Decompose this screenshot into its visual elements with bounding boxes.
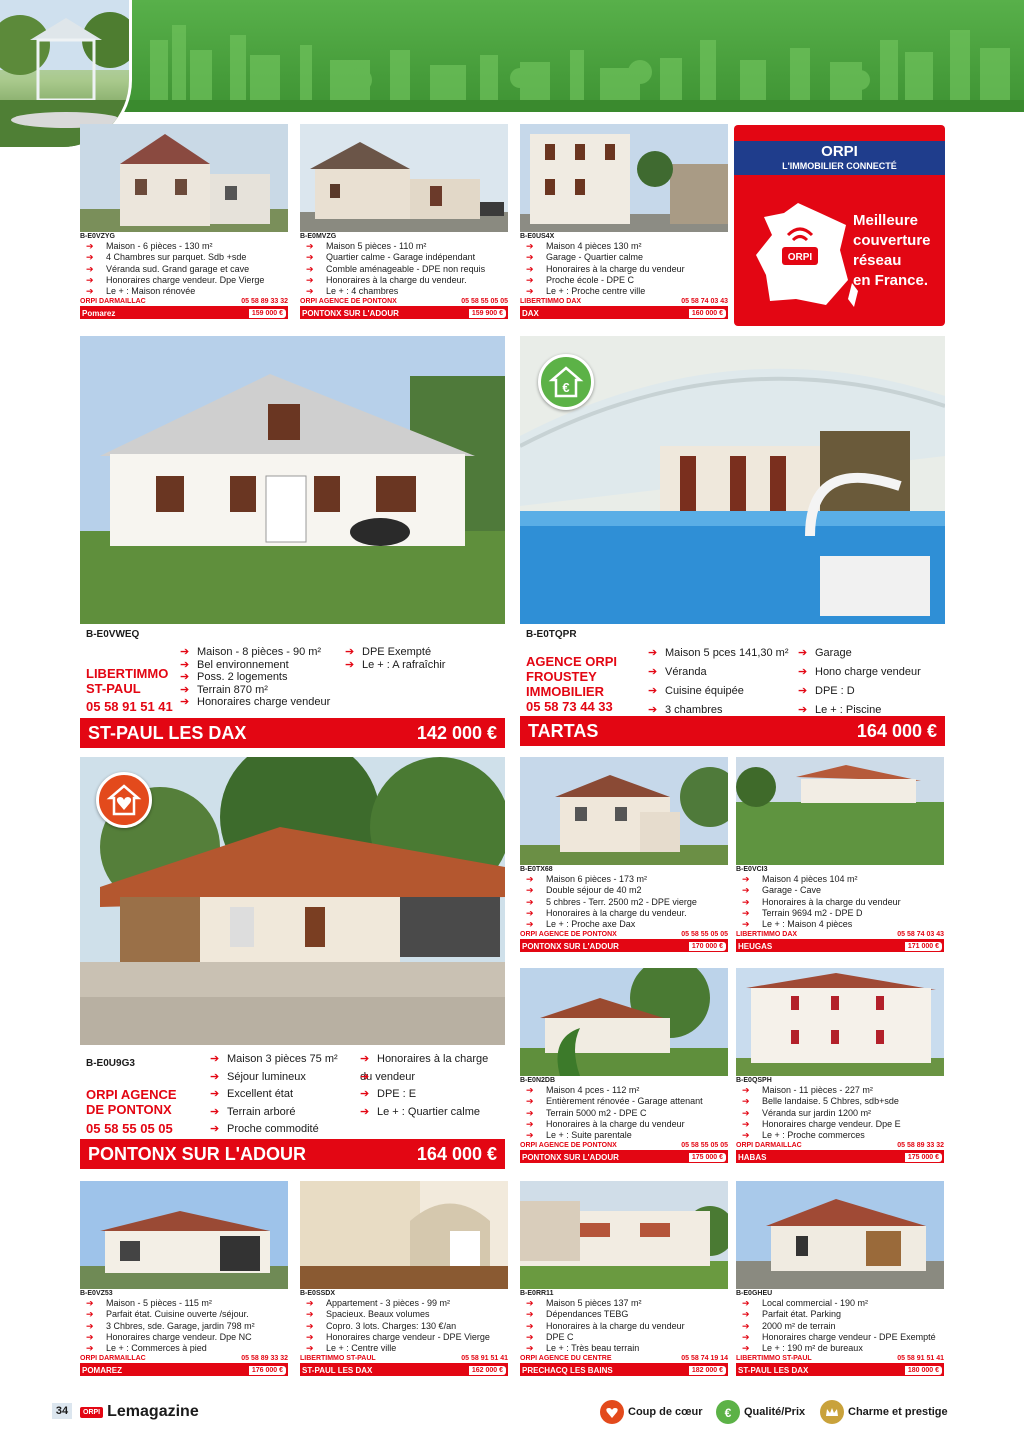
brand-name: ORPI: [821, 143, 858, 160]
agency-phone[interactable]: 05 58 91 51 41: [86, 699, 173, 714]
features-list: [648, 644, 789, 720]
town: ST-PAUL LES DAX: [88, 722, 247, 743]
listing-ref: B-E0GHEU: [736, 1290, 773, 1297]
feature: ➔ du vendeur: [360, 1069, 488, 1087]
features-list: [798, 644, 921, 720]
agency-line: [736, 1141, 944, 1151]
feature: ➔ Dépendances TEBG: [526, 1309, 728, 1320]
feature: ➔ Honoraires à la charge du vendeur.: [526, 908, 728, 919]
feature: ➔ Séjour lumineux: [210, 1069, 338, 1087]
feature: ➔ Le + : Proche axe Dax: [526, 919, 728, 930]
price: 175 000 €: [905, 1153, 942, 1162]
feature: ➔ Honoraires charge vendeur. Dpe Vierge: [86, 275, 288, 286]
town: DAX: [522, 308, 539, 318]
listing-card[interactable]: [736, 865, 944, 952]
feature: ➔ Spacieux. Beaux volumes: [306, 1309, 508, 1320]
features-list: [736, 874, 944, 930]
legend-favorite: [600, 1400, 703, 1424]
agency-line: [80, 297, 288, 307]
feature: ➔ Quartier calme - Garage indépendant: [306, 252, 508, 263]
listing-photo[interactable]: [80, 1181, 288, 1289]
feature: ➔ Garage: [798, 644, 921, 663]
feature: ➔ Le + : A rafraîchir: [345, 659, 445, 672]
feature: ➔ Hono charge vendeur: [798, 663, 921, 682]
agency-name: ORPI DARMAILLAC: [736, 1142, 802, 1150]
feature: ➔ Garage - Quartier calme: [526, 252, 728, 263]
france-map-icon: [748, 195, 858, 315]
price: 182 000 €: [689, 1366, 726, 1375]
feature: ➔ Maison - 8 pièces - 90 m²: [180, 646, 330, 659]
listing-photo[interactable]: [736, 1181, 944, 1289]
price: 159 000 €: [249, 309, 286, 318]
price: 171 000 €: [905, 942, 942, 951]
agency-name: LIBERTIMMO ST-PAUL: [300, 1355, 376, 1363]
feature: ➔ DPE : D: [798, 682, 921, 701]
feature: ➔ Bel environnement: [180, 659, 330, 672]
feature: ➔ Terrain 9694 m2 - DPE D: [742, 908, 944, 919]
agency-name: LIBERTIMMO ST-PAUL: [86, 666, 169, 696]
listing-card[interactable]: [300, 232, 508, 319]
magazine-title: Lemagazine: [107, 1403, 199, 1420]
town-price-bar: [736, 1364, 944, 1376]
feature: ➔ 2000 m² de terrain: [742, 1321, 944, 1332]
feature: ➔ Le + : Proche commerces: [742, 1130, 944, 1141]
feature: ➔ Terrain 5000 m2 - DPE C: [526, 1108, 728, 1119]
agency-phone[interactable]: 05 58 74 03 43: [681, 298, 728, 306]
town-price-bar: [300, 307, 508, 319]
town-price-bar: [80, 1364, 288, 1376]
feature: ➔ Honoraires à la charge du vendeur: [526, 1119, 728, 1130]
listing-photo[interactable]: [520, 757, 728, 865]
features-list: [520, 241, 728, 297]
town: ST-PAUL LES DAX: [738, 1365, 809, 1375]
feature: ➔ DPE C: [526, 1332, 728, 1343]
agency-name: ORPI DARMAILLAC: [80, 1355, 146, 1363]
legend-label: Coup de cœur: [628, 1406, 703, 1418]
listing-photo[interactable]: [736, 757, 944, 865]
town-skyline-graphic: [0, 0, 1024, 112]
listing-photo[interactable]: [520, 1181, 728, 1289]
agency-phone[interactable]: 05 58 74 19 14: [681, 1355, 728, 1363]
svg-text:€: €: [562, 380, 570, 395]
magazine-logo: [80, 1403, 199, 1421]
page-number: 34: [52, 1403, 72, 1419]
map-logo: ORPI: [787, 252, 813, 263]
town-price-bar: [80, 307, 288, 319]
feature: ➔ Maison 3 pièces 75 m²: [210, 1051, 338, 1069]
town: HABAS: [738, 1152, 767, 1162]
price: 142 000 €: [416, 722, 497, 743]
town-price-bar: [520, 307, 728, 319]
listing-card[interactable]: [520, 1076, 728, 1163]
feature: ➔ Le + : Proche centre ville: [526, 286, 728, 297]
agency-line: [520, 1354, 728, 1364]
price: 164 000 €: [416, 1143, 497, 1164]
feature: ➔ Honoraires à la charge: [360, 1051, 488, 1069]
price: 176 000 €: [249, 1366, 286, 1375]
feature: ➔ Terrain arboré: [210, 1104, 338, 1122]
feature: ➔ Le + : Très beau terrain: [526, 1343, 728, 1354]
feature: ➔ Honoraires à la charge du vendeur: [526, 264, 728, 275]
town: PONTONX SUR L'ADOUR: [522, 941, 619, 951]
listing-card[interactable]: [736, 1289, 944, 1376]
feature: ➔ Maison 5 pces 141,30 m²: [648, 644, 789, 663]
listing-card[interactable]: [520, 1289, 728, 1376]
feature: ➔ Belle landaise. 5 Chbres, sdb+sde: [742, 1096, 944, 1107]
agency-line: [736, 1354, 944, 1364]
agency-line: [80, 1354, 288, 1364]
feature: ➔ 3 Chbres, sde. Garage, jardin 798 m²: [86, 1321, 288, 1332]
agency-phone[interactable]: 05 58 89 33 32: [241, 1355, 288, 1363]
svg-text:€: €: [724, 1406, 732, 1420]
features-list: [80, 1298, 288, 1354]
legend-quality-price: [716, 1400, 805, 1424]
feature: ➔ Honoraires charge vendeur - DPE Vierge: [306, 1332, 508, 1343]
agency-phone[interactable]: 05 58 74 03 43: [897, 931, 944, 939]
feature: ➔ Le + : Maison 4 pièces: [742, 919, 944, 930]
feature: ➔ Local commercial - 190 m²: [742, 1298, 944, 1309]
features-list: [180, 646, 330, 709]
header-banner: [0, 0, 1024, 112]
features-list: [520, 1085, 728, 1141]
favorite-badge-icon: [96, 772, 152, 828]
feature: ➔ Maison 4 pièces 104 m²: [742, 874, 944, 885]
feature: ➔ Proche école - DPE C: [526, 275, 728, 286]
town-price-bar: [520, 1151, 728, 1163]
feature: ➔ Honoraires à la charge du vendeur: [526, 1321, 728, 1332]
featured-listing-card[interactable]: [80, 1045, 505, 1169]
feature: ➔ Comble aménageable - DPE non requis: [306, 264, 508, 275]
heart-house-icon: [600, 1400, 624, 1424]
agency-name: AGENCE ORPI FROUSTEY IMMOBILIER: [526, 654, 618, 699]
town: PONTONX SUR L'ADOUR: [88, 1143, 306, 1164]
listing-card[interactable]: [520, 865, 728, 952]
listing-ref: B-E0RR11: [520, 1290, 554, 1297]
features-list: [345, 646, 445, 671]
feature: ➔ Poss. 2 logements: [180, 671, 330, 684]
agency-phone[interactable]: 05 58 55 05 05: [681, 931, 728, 939]
features-list: [210, 1051, 338, 1139]
feature: ➔ Honoraires à la charge du vendeur.: [306, 275, 508, 286]
agency-name: ORPI AGENCE DE PONTONX: [300, 298, 397, 306]
feature: ➔ Maison 4 pièces 130 m²: [526, 241, 728, 252]
price: 164 000 €: [856, 720, 937, 741]
town-price-bar: [736, 1151, 944, 1163]
feature: ➔ Le + : Suite parentale: [526, 1130, 728, 1141]
feature: ➔ Le + : Commerces à pied: [86, 1343, 288, 1354]
features-list: [300, 241, 508, 297]
legend-label: Charme et prestige: [848, 1406, 948, 1418]
listing-card[interactable]: [520, 232, 728, 319]
agency-line: [300, 1354, 508, 1364]
feature: ➔ Garage - Cave: [742, 885, 944, 896]
feature: ➔ Maison 4 pces - 112 m²: [526, 1085, 728, 1096]
feature: ➔ Excellent état: [210, 1086, 338, 1104]
features-list: [300, 1298, 508, 1354]
listing-photo[interactable]: [80, 336, 505, 624]
town-price-bar: [520, 940, 728, 952]
listing-card[interactable]: [80, 1289, 288, 1376]
agency-phone[interactable]: 05 58 73 44 33: [526, 699, 613, 714]
feature: ➔ Véranda sur jardin 1200 m²: [742, 1108, 944, 1119]
ad-claim: Meilleure couverture réseau en France.: [853, 212, 931, 289]
legend-charm-prestige: [820, 1400, 948, 1424]
town-price-bar: [80, 718, 505, 748]
town: ST-PAUL LES DAX: [302, 1365, 373, 1375]
feature: ➔ DPE : E: [360, 1086, 488, 1104]
town: HEUGAS: [738, 941, 773, 951]
town-price-bar: [300, 1364, 508, 1376]
price: 170 000 €: [689, 942, 726, 951]
town-price-bar: [520, 716, 945, 746]
feature: ➔ Le + : 4 chambres: [306, 286, 508, 297]
feature: ➔ Le + : Piscine: [798, 701, 921, 720]
feature: ➔ Le + : Maison rénovée: [86, 286, 288, 297]
town: POMAREZ: [82, 1365, 122, 1375]
town: PONTONX SUR L'ADOUR: [302, 308, 399, 318]
agency-name: ORPI DARMAILLAC: [80, 298, 146, 306]
feature: ➔ Maison - 11 pièces - 227 m²: [742, 1085, 944, 1096]
town-price-bar: [736, 940, 944, 952]
agency-phone[interactable]: 05 58 89 33 32: [241, 298, 288, 306]
agency-phone[interactable]: 05 58 89 33 32: [897, 1142, 944, 1150]
features-list: [80, 241, 288, 297]
agency-name: ORPI AGENCE DE PONTONX: [86, 1087, 177, 1117]
agency-line: [520, 930, 728, 940]
town: PRECHACQ LES BAINS: [522, 1365, 613, 1375]
agency-name: LIBERTIMMO DAX: [736, 931, 798, 939]
feature: ➔ Entièrement rénovée - Garage attenant: [526, 1096, 728, 1107]
orpi-advert[interactable]: [734, 125, 945, 326]
listing-ref: B-E0U9G3: [86, 1058, 135, 1069]
euro-house-icon: [716, 1400, 740, 1424]
feature: ➔ Le + : 190 m² de bureaux: [742, 1343, 944, 1354]
price: 175 000 €: [689, 1153, 726, 1162]
feature: ➔ 5 chbres - Terr. 2500 m2 - DPE vierge: [526, 897, 728, 908]
feature: ➔ Le + : Centre ville: [306, 1343, 508, 1354]
listing-ref: B-E0VCI3: [736, 866, 768, 873]
price: 180 000 €: [905, 1366, 942, 1375]
town: Pomarez: [82, 308, 116, 318]
listing-ref: B-E0N2DB: [520, 1077, 556, 1084]
listing-photo[interactable]: [80, 124, 288, 232]
town: PONTONX SUR L'ADOUR: [522, 1152, 619, 1162]
listing-photo[interactable]: [300, 124, 508, 232]
feature: ➔ DPE Exempté: [345, 646, 445, 659]
feature: ➔ 4 Chambres sur parquet. Sdb +sde: [86, 252, 288, 263]
listing-card[interactable]: [736, 1076, 944, 1163]
features-list: [736, 1298, 944, 1354]
feature: ➔ Honoraires à la charge du vendeur: [742, 897, 944, 908]
feature: ➔ Honoraires charge vendeur: [180, 696, 330, 709]
feature: ➔ Proche commodité: [210, 1121, 338, 1139]
agency-phone[interactable]: 05 58 55 05 05: [461, 298, 508, 306]
feature: ➔ Maison 6 pièces - 173 m²: [526, 874, 728, 885]
town-price-bar: [520, 1364, 728, 1376]
town-price-bar: [80, 1139, 505, 1169]
agency-name: ORPI AGENCE DE PONTONX: [520, 931, 617, 939]
page-footer: [0, 1395, 1024, 1449]
listing-photo[interactable]: [520, 124, 728, 232]
agency-line: [736, 930, 944, 940]
feature: ➔ Véranda sud. Grand garage et cave: [86, 264, 288, 275]
feature: ➔ Terrain 870 m²: [180, 684, 330, 697]
listing-photo[interactable]: [520, 968, 728, 1076]
features-list: [736, 1085, 944, 1141]
listing-card[interactable]: [300, 1289, 508, 1376]
agency-line: [520, 297, 728, 307]
listing-photo[interactable]: [736, 968, 944, 1076]
feature: ➔ Double séjour de 40 m2: [526, 885, 728, 896]
agency-phone[interactable]: 05 58 55 05 05: [681, 1142, 728, 1150]
feature: ➔ Maison 5 pièces - 110 m²: [306, 241, 508, 252]
town: TARTAS: [528, 720, 599, 741]
features-list: [520, 874, 728, 930]
price: 162 000 €: [469, 1366, 506, 1375]
orpi-brand-band: [734, 141, 945, 175]
feature: ➔ Maison 5 pièces 137 m²: [526, 1298, 728, 1309]
feature: ➔ Appartement - 3 pièces - 99 m²: [306, 1298, 508, 1309]
agency-phone[interactable]: 05 58 55 05 05: [86, 1121, 173, 1136]
agency-name: LIBERTIMMO ST-PAUL: [736, 1355, 812, 1363]
price: 159 900 €: [469, 309, 506, 318]
listing-ref: B-E0TX68: [520, 866, 553, 873]
agency-name: LIBERTIMMO DAX: [520, 298, 582, 306]
listing-card[interactable]: [80, 232, 288, 319]
agency-phone[interactable]: 05 58 91 51 41: [461, 1355, 508, 1363]
listing-ref: B-E0VWEQ: [86, 629, 140, 640]
listing-ref: B-E0TQPR: [526, 629, 577, 640]
featured-listing-card[interactable]: [80, 624, 505, 748]
feature: ➔ Honoraires charge vendeur. Dpe E: [742, 1119, 944, 1130]
listing-ref: B-E0MVZG: [300, 233, 337, 240]
agency-phone[interactable]: 05 58 91 51 41: [897, 1355, 944, 1363]
listing-ref: B-E0US4X: [520, 233, 555, 240]
listing-ref: B-E0VZYG: [80, 233, 116, 240]
features-list: [360, 1051, 488, 1121]
agency-name: ORPI AGENCE DE PONTONX: [520, 1142, 617, 1150]
features-list: [520, 1298, 728, 1354]
feature: ➔ Véranda: [648, 663, 789, 682]
orpi-logo-badge: ORPI: [80, 1407, 103, 1418]
listing-ref: B-E0QSPH: [736, 1077, 772, 1084]
listing-ref: B-E0VZ53: [80, 1290, 113, 1297]
feature: ➔ 3 chambres: [648, 701, 789, 720]
legend-label: Qualité/Prix: [744, 1406, 806, 1418]
agency-line: [300, 297, 508, 307]
feature: ➔ Copro. 3 lots. Charges: 130 €/an: [306, 1321, 508, 1332]
featured-listing-card[interactable]: [520, 624, 945, 748]
feature: ➔ Cuisine équipée: [648, 682, 789, 701]
listing-photo[interactable]: [300, 1181, 508, 1289]
quality-price-badge-icon: [538, 354, 594, 410]
agency-line: [520, 1141, 728, 1151]
feature: ➔ Parfait état. Cuisine ouverte /séjour.: [86, 1309, 288, 1320]
agency-name: ORPI AGENCE DU CENTRE: [520, 1355, 612, 1363]
crown-house-icon: [820, 1400, 844, 1424]
feature: ➔ Parfait état. Parking: [742, 1309, 944, 1320]
brand-tagline: L'IMMOBILIER CONNECTÉ: [782, 161, 897, 171]
price: 160 000 €: [689, 309, 726, 318]
feature: ➔ Maison - 6 pièces - 130 m²: [86, 241, 288, 252]
listing-ref: B-E0SSDX: [300, 1290, 336, 1297]
feature: ➔ Maison - 5 pièces - 115 m²: [86, 1298, 288, 1309]
feature: ➔ Honoraires charge vendeur - DPE Exempté: [742, 1332, 944, 1343]
feature: ➔ Le + : Quartier calme: [360, 1104, 488, 1122]
feature: ➔ Honoraires charge vendeur. Dpe NC: [86, 1332, 288, 1343]
